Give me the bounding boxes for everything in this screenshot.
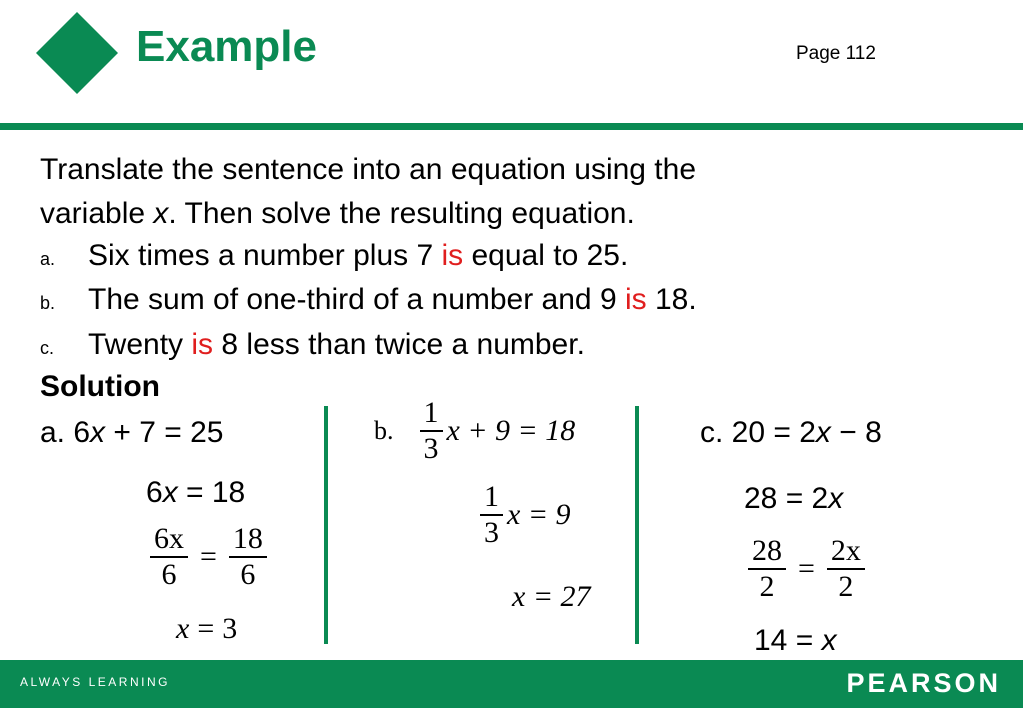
diamond-logo-icon	[36, 12, 118, 94]
eq-text: x = 9	[507, 497, 571, 531]
fraction-numerator: 1	[484, 480, 499, 513]
footer-tagline: ALWAYS LEARNING	[20, 675, 170, 689]
eq-variable: x	[828, 482, 844, 515]
eq-variable: x	[90, 416, 106, 449]
column-divider-1	[324, 406, 328, 644]
item-text: Twenty	[88, 328, 192, 361]
slide-title: Example	[136, 22, 317, 71]
eq-text: x = 27	[512, 580, 591, 613]
solution-a-line-2	[146, 476, 245, 510]
item-keyword: is	[441, 239, 464, 272]
eq-text: 14 =	[754, 624, 822, 657]
intro-text: variable	[40, 197, 154, 230]
eq-text: c. 20 = 2	[700, 416, 816, 449]
problem-item-b	[40, 282, 697, 321]
eq-text-end: + 7 = 25	[105, 416, 224, 449]
footer-bar	[0, 660, 1023, 708]
eq-variable: x	[162, 476, 178, 509]
solution-b-line-1	[374, 396, 575, 466]
eq-text: a. 6	[40, 416, 91, 449]
fraction-denominator: 2	[759, 569, 775, 603]
equals-sign: =	[200, 539, 217, 573]
item-text: Six times a number plus 7	[88, 239, 442, 272]
fraction-denominator: 3	[484, 515, 499, 549]
fraction-denominator: 6	[161, 557, 177, 591]
eq-text: 28 = 2	[744, 482, 829, 515]
item-text-end: 18.	[646, 283, 697, 316]
column-divider-2	[635, 406, 639, 644]
fraction-one-third	[480, 480, 503, 550]
intro-line-1: Translate the sentence into an equation using the	[40, 153, 697, 186]
solution-heading: Solution	[40, 370, 160, 403]
solution-b-final	[512, 580, 591, 614]
eq-variable: x	[176, 612, 190, 645]
item-marker: c.	[40, 338, 55, 358]
fraction-denominator: 6	[240, 557, 256, 591]
fraction-denominator: 3	[423, 431, 439, 465]
eq-text: x + 9 = 18	[446, 413, 576, 447]
fraction-right	[827, 534, 865, 604]
problem-intro	[40, 148, 940, 236]
eq-text-end: − 8	[830, 416, 882, 449]
intro-line-2	[40, 192, 940, 236]
solution-a-final	[176, 612, 237, 646]
eq-variable: x	[821, 624, 837, 657]
problem-item-a	[40, 238, 628, 277]
intro-text-end: . Then solve the resulting equation.	[168, 197, 635, 230]
fraction-left	[150, 522, 188, 592]
item-marker: b.	[40, 293, 56, 313]
eq-variable: x	[815, 416, 831, 449]
header-divider	[0, 123, 1023, 130]
item-keyword: is	[191, 328, 214, 361]
solution-c-line-2	[744, 482, 843, 516]
solution-a-fraction-step	[146, 522, 271, 592]
fraction-numerator: 18	[232, 522, 263, 555]
solution-a-line-1	[40, 416, 223, 450]
solution-c-fraction-step	[744, 534, 869, 604]
eq-value: 3	[222, 612, 238, 645]
equals-sign: =	[798, 551, 815, 585]
item-keyword: is	[624, 283, 647, 316]
page-number: Page 112	[796, 43, 876, 64]
fraction-numerator: 6x	[154, 522, 184, 555]
fraction-numerator: 2x	[830, 534, 861, 567]
part-label: b.	[374, 415, 394, 445]
fraction-numerator: 1	[423, 396, 439, 429]
fraction-right	[229, 522, 267, 592]
solution-c-line-1	[700, 416, 882, 450]
pearson-logo: PEARSON	[846, 668, 1001, 698]
eq-text-end: = 18	[177, 476, 246, 509]
fraction-denominator: 2	[838, 569, 854, 603]
intro-variable: x	[153, 197, 169, 230]
solution-c-final	[754, 624, 837, 658]
solution-b-line-2	[476, 480, 571, 550]
equals-sign: =	[197, 612, 215, 645]
fraction-one-third	[420, 396, 443, 466]
eq-text: 6	[146, 476, 163, 509]
item-text: The sum of one-third of a number and 9	[88, 283, 625, 316]
problem-item-c	[40, 327, 585, 366]
item-marker: a.	[40, 249, 56, 269]
item-text-end: 8 less than twice a number.	[213, 328, 585, 361]
fraction-numerator: 28	[752, 534, 782, 567]
fraction-left	[748, 534, 786, 604]
item-text-end: equal to 25.	[463, 239, 629, 272]
